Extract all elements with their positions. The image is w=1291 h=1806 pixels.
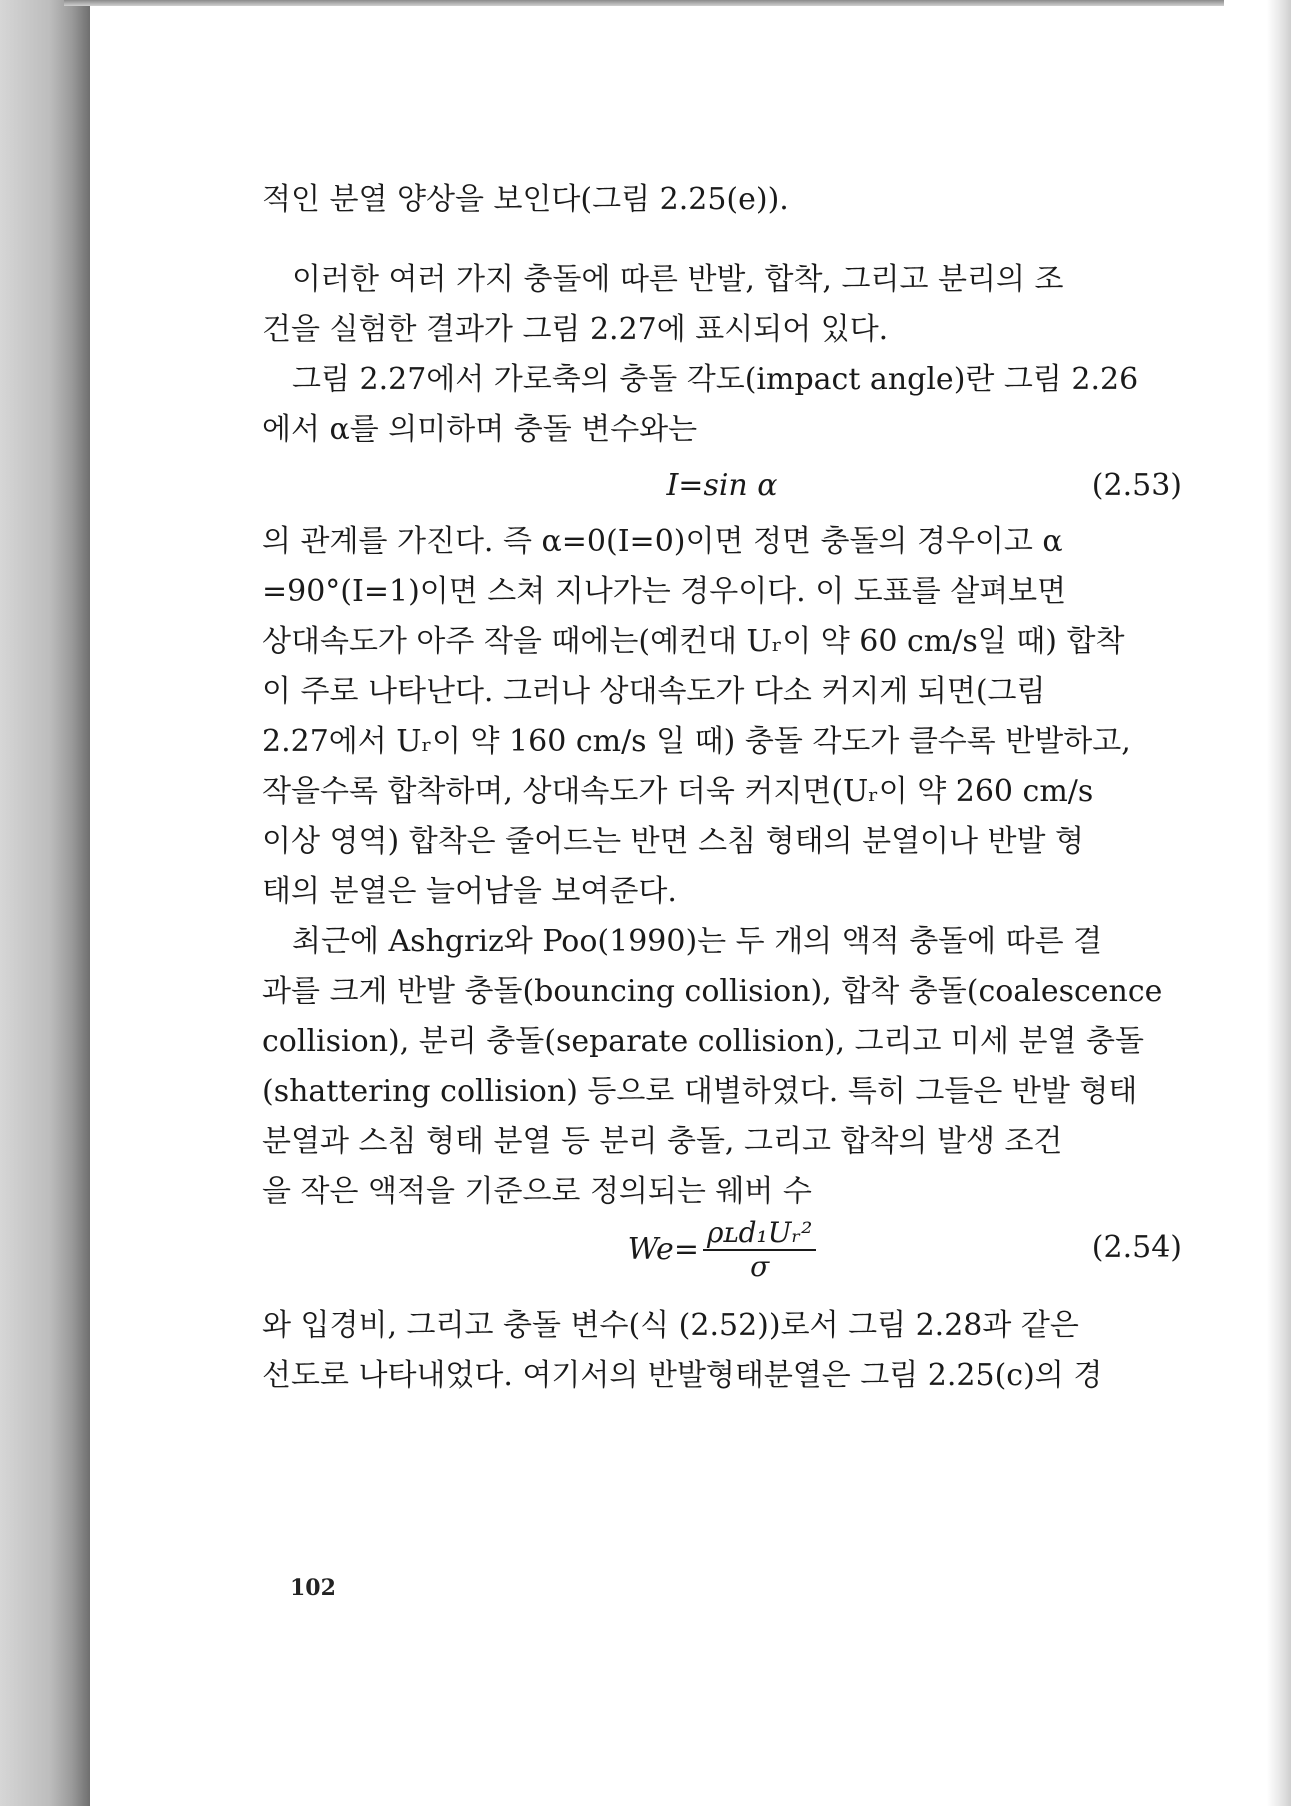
page-body-text [262,175,1182,1401]
text-line: 이 주로 나타난다. 그러나 상대속도가 다소 커지게 되면(그림 [262,674,1046,709]
book-right-edge [1267,0,1291,1806]
text-line: =90°(I=1)이면 스쳐 지나가는 경우이다. 이 도표를 살펴보면 [262,574,1067,609]
fraction-denominator: σ [750,1250,770,1283]
text-line: 태의 분열은 늘어남을 보여준다. [262,874,677,909]
text-line: 의 관계를 가진다. 즉 α=0(I=0)이면 정면 충돌의 경우이고 α [262,524,1063,559]
text-line: collision), 분리 충돌(separate collision), 그리고 미세 분열 충돌 [262,1024,1144,1059]
equation-body: I=sin α [666,468,778,503]
text-line: (shattering collision) 등으로 대별하였다. 특히 그들은 반발 형태 [262,1074,1138,1109]
fraction-numerator: ρʟd₁Uᵣ² [703,1217,816,1251]
paragraph-gap [262,225,1182,255]
text-line: 에서 α를 의미하며 충돌 변수와는 [262,412,698,447]
text-line: 적인 분열 양상을 보인다(그림 2.25(e)). [262,182,789,217]
equation-lhs: We= [627,1232,699,1267]
text-line: 2.27에서 Uᵣ이 약 160 cm/s 일 때) 충돌 각도가 클수록 반발하고, [262,724,1131,759]
equation-number: (2.53) [1091,468,1182,503]
equation-body [262,1217,1182,1283]
text-line: 이러한 여러 가지 충돌에 따른 반발, 합착, 그리고 분리의 조 [292,262,1064,297]
text-line: 과를 크게 반발 충돌(bouncing collision), 합착 충돌(coalescence [262,974,1163,1009]
page-number: 102 [290,1575,336,1601]
text-line: 건을 실험한 결과가 그림 2.27에 표시되어 있다. [262,312,889,347]
equation-number: (2.54) [1091,1230,1182,1265]
book-spine-shadow [0,0,90,1806]
text-line: 분열과 스침 형태 분열 등 분리 충돌, 그리고 합착의 발생 조건 [262,1124,1063,1159]
text-line: 상대속도가 아주 작을 때에는(예컨대 Uᵣ이 약 60 cm/s일 때) 합착 [262,624,1125,659]
text-line: 최근에 Ashgriz와 Poo(1990)는 두 개의 액적 충돌에 따른 결 [292,924,1103,959]
text-line: 그림 2.27에서 가로축의 충돌 각도(impact angle)란 그림 2.26 [292,362,1139,397]
fraction [703,1217,816,1283]
text-line: 을 작은 액적을 기준으로 정의되는 웨버 수 [262,1174,812,1209]
equation-2-54 [262,1217,1182,1301]
text-line: 선도로 나타내었다. 여기서의 반발형태분열은 그림 2.25(c)의 경 [262,1358,1103,1393]
text-line: 이상 영역) 합착은 줄어드는 반면 스침 형태의 분열이나 반발 형 [262,824,1085,859]
text-line: 작을수록 합착하며, 상대속도가 더욱 커지면(Uᵣ이 약 260 cm/s [262,774,1094,809]
equation-2-53 [262,455,1182,517]
text-line: 와 입경비, 그리고 충돌 변수(식 (2.52))로서 그림 2.28과 같은 [262,1308,1079,1343]
